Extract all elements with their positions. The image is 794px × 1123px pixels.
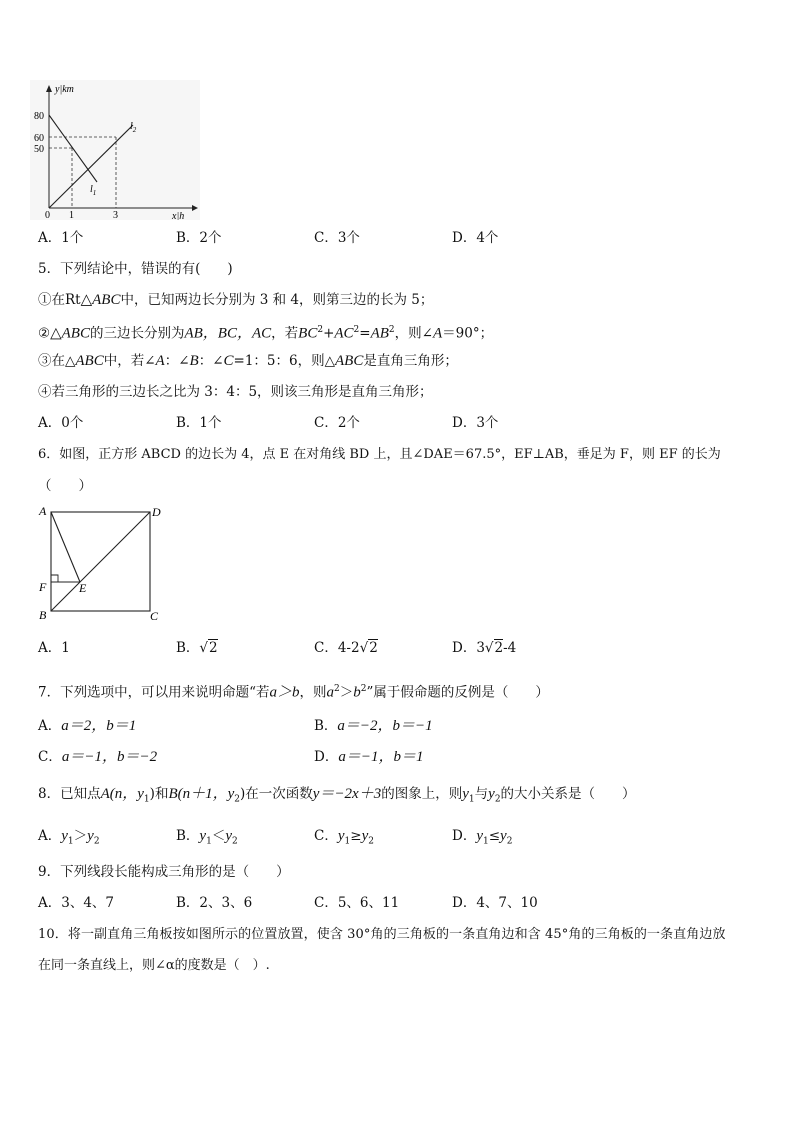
q10-stem-line-2: 在同一条直线上，则∠α的度数是（ ）. <box>38 958 270 973</box>
q4-distance-time-graph <box>30 80 200 220</box>
q8-option-c: C．$y_1\ge y_2$ <box>314 828 374 847</box>
q4-option-d: D．4个 <box>452 230 499 246</box>
q5-option-d: D．3个 <box>452 415 499 431</box>
q9-option-a: A．3、4、7 <box>38 895 115 911</box>
q5-statement-2: ②△ABC的三边长分别为AB，BC，AC，若$BC^2+AC^2=AB^2$，则∠A＝90°； <box>38 325 494 342</box>
q9-stem: 9．下列线段长能构成三角形的是（ ） <box>38 864 290 880</box>
y-tick-80: 80 <box>34 111 44 122</box>
right-angle-mark <box>51 575 58 582</box>
q5-statement-4: ④若三角形的三边长之比为 3：4：5，则该三角形是直角三角形； <box>38 384 433 400</box>
y-tick-50: 50 <box>34 144 44 155</box>
segment-ae <box>51 512 80 582</box>
y-tick-60: 60 <box>34 133 44 144</box>
q4-option-b: B．2个 <box>176 230 222 246</box>
label-f: F <box>39 580 47 594</box>
q5-statement-1: ①在Rt△ABC中，已知两边长分别为 3 和 4，则第三边的长为 5； <box>38 292 434 308</box>
q8-option-a: A．$y_1>y_2$ <box>38 828 100 847</box>
q7-option-b: B．a＝−2，b＝−1 <box>314 718 433 734</box>
q4-option-a: A．1个 <box>38 230 84 246</box>
q10-stem-line-1: 10．将一副直角三角板按如图所示的位置放置，使含 30°角的三角板的一条直角边和含 45°角的三角板的一条直角边放 <box>38 927 726 942</box>
label-e: E <box>79 581 87 595</box>
q6-stem: 6．如图，正方形 ABCD 的边长为 4，点 E 在对角线 BD 上，且∠DAE＝67.5°，EF⊥AB，垂足为 F，则 EF 的长为 <box>38 447 721 462</box>
q6-option-c: C．4-2√2 <box>314 640 378 656</box>
q6-answer-paren: （ ） <box>38 478 92 494</box>
label-c: C <box>150 609 159 622</box>
line-l1-label: $l_1$ <box>90 184 97 197</box>
label-d: D <box>152 505 161 519</box>
y-axis-label: y|km <box>55 84 74 95</box>
line-l2-label: $l_2$ <box>130 121 137 134</box>
q8-option-d: D．$y_1\le y_2$ <box>452 828 513 847</box>
label-a: A <box>39 504 47 518</box>
x-tick-3: 3 <box>113 210 118 220</box>
q8-option-b: B．$y_1<y_2$ <box>176 828 238 847</box>
q5-option-c: C．2个 <box>314 415 360 431</box>
x-tick-1: 1 <box>69 210 74 220</box>
q8-stem: 8．已知点A(n，$y_1$)和B(n＋1，$y_2$)在一次函数y＝−2x＋3的图象上，则$y_1$与$y_2$的大小关系是（ ） <box>38 786 636 805</box>
diagonal-bd <box>51 512 150 611</box>
q7-stem: 7．下列选项中，可以用来说明命题“若a＞b，则$a^2>b^2$”属于假命题的反例是（ ） <box>38 684 549 701</box>
q7-option-a: A．a＝2，b＝1 <box>38 718 137 734</box>
q4-option-c: C．3个 <box>314 230 360 246</box>
q5-statement-3: ③在△ABC中，若∠A：∠B：∠C=1：5：6，则△ABC是直角三角形； <box>38 353 458 369</box>
q5-option-a: A．0个 <box>38 415 84 431</box>
q9-option-c: C．5、6、11 <box>314 895 400 911</box>
graph-background <box>30 80 200 220</box>
q6-square-figure <box>36 502 166 622</box>
x-axis-label: x|h <box>172 211 185 220</box>
q6-option-b: B．√2 <box>176 640 218 656</box>
q6-option-a: A．1 <box>38 640 70 656</box>
q5-stem: 5．下列结论中，错误的有( ) <box>38 261 233 277</box>
label-b: B <box>39 608 47 622</box>
x-tick-0: 0 <box>45 210 50 220</box>
q7-option-c: C．a＝−1，b＝−2 <box>38 749 158 765</box>
q6-option-d: D．3√2-4 <box>452 640 517 656</box>
q7-option-d: D．a＝−1，b＝1 <box>314 749 424 765</box>
q5-option-b: B．1个 <box>176 415 222 431</box>
q9-option-d: D．4、7、10 <box>452 895 538 911</box>
q9-option-b: B．2、3、6 <box>176 895 253 911</box>
